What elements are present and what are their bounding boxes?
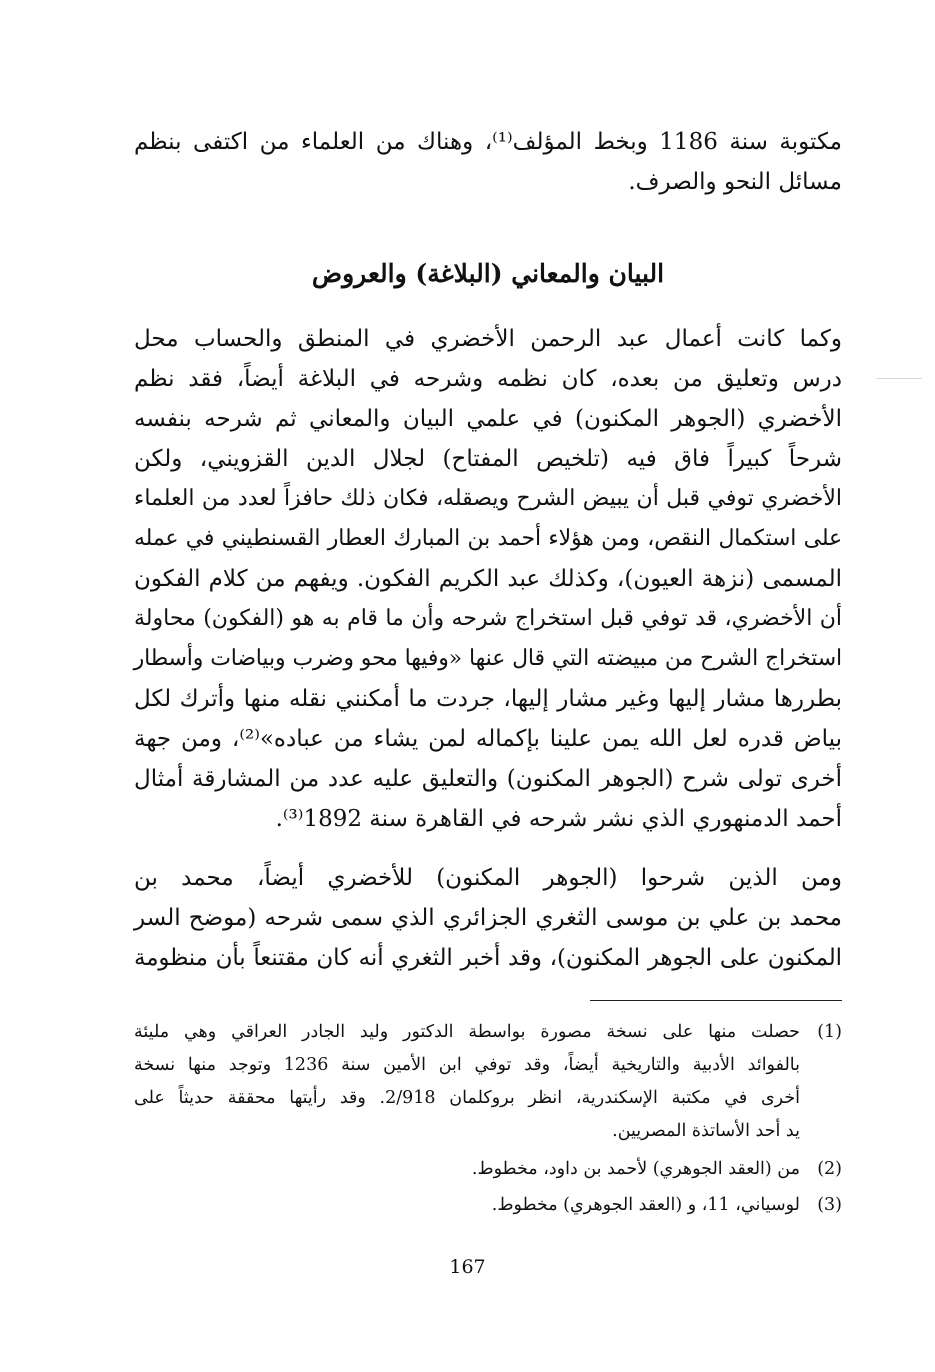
body-line: استخراج الشرح من مبيضته التي قال عنها «وفيها محو وضرب وبياضات وأسطار — [133, 646, 842, 671]
body-line: محمد بن علي بن موسى الثغري الجزائري الذي سمى شرحه (موضح السر — [134, 905, 842, 931]
body-line: بطررها مشار إليها وغير مشار إليها، جردت ما أمكنني نقله منها وأترك لكل — [134, 686, 842, 712]
body-line: على استكمال النقص، ومن هؤلاء أحمد بن المبارك العطار القسنطيني في عمله — [134, 526, 842, 551]
body-line: بياض قدره لعل الله يمن علينا بإكماله لمن يشاء من عباده»⁽²⁾، ومن جهة — [134, 726, 842, 752]
body-line: مسائل النحو والصرف. — [628, 169, 842, 195]
body-line: أحمد الدمنهوري الذي نشر شرحه في القاهرة سنة 1892⁽³⁾. — [275, 806, 842, 832]
body-line: ومن الذين شرحوا (الجوهر المكنون) للأخضري أيضاً، محمد بن — [134, 865, 842, 891]
scan-mark — [876, 378, 922, 379]
footnote-line: أخرى في مكتبة الإسكندرية، انظر بروكلمان 2/918. وقد رأيتها محققة حديثاً على — [134, 1088, 801, 1108]
page-number: 167 — [449, 1256, 486, 1278]
body-line: درس وتعليق من بعده، كان نظمه وشرحه في البلاغة أيضاً، فقد نظم — [134, 366, 842, 392]
body-line: المسمى (نزهة العيون)، وكذلك عبد الكريم الفكون. ويفهم من كلام الفكون — [134, 566, 842, 592]
body-line: الأخضري توفي قبل أن يبيض الشرح ويصقله، فكان ذلك حافزاً لعدد من العلماء — [134, 486, 842, 511]
footnote-rule — [590, 1000, 842, 1001]
body-line: أخرى تولى شرح (الجوهر المكنون) والتعليق عليه عدد من المشارقة أمثال — [134, 766, 842, 792]
body-line: المكنون على الجوهر المكنون)، وقد أخبر الثغري أنه كان مقتنعاً بأن منظومة — [134, 945, 842, 971]
footnote-number: (1) — [817, 1022, 842, 1042]
footnote-line: بالفوائد الأدبية والتاريخية أيضاً، وقد توفي ابن الأمين سنة 1236 وتوجد منها نسخة — [134, 1055, 800, 1075]
body-line: وكما كانت أعمال عبد الرحمن الأخضري في المنطق والحساب محل — [134, 326, 842, 352]
footnote-line: من (العقد الجوهري) لأحمد بن داود، مخطوط. — [471, 1159, 800, 1179]
footnote-number: (3) — [817, 1195, 842, 1215]
body-line: شرحاً كبيراً فاق فيه (تلخيص المفتاح) لجلال الدين القزويني، ولكن — [134, 446, 842, 472]
section-heading: البيان والمعاني (البلاغة) والعروض — [311, 259, 665, 288]
footnote-line: لوسياني، 11، و (العقد الجوهري) مخطوط. — [491, 1195, 800, 1215]
footnote-line: حصلت منها على نسخة مصورة بواسطة الدكتور وليد الجادر العراقي وهي مليئة — [134, 1022, 800, 1042]
footnote-number: (2) — [817, 1159, 842, 1179]
body-line: أن الأخضري، قد توفي قبل استخراج شرحه وأن ما قام به هو (الفكون) محاولة — [134, 606, 842, 631]
footnote-line: يد أحد الأساتذة المصريين. — [612, 1121, 800, 1141]
body-line: الأخضري (الجوهر المكنون) في علمي البيان والمعاني ثم شرحه بنفسه — [134, 406, 842, 432]
body-line: مكتوبة سنة 1186 وبخط المؤلف⁽¹⁾، وهناك من العلماء من اكتفى بنظم — [134, 129, 842, 155]
